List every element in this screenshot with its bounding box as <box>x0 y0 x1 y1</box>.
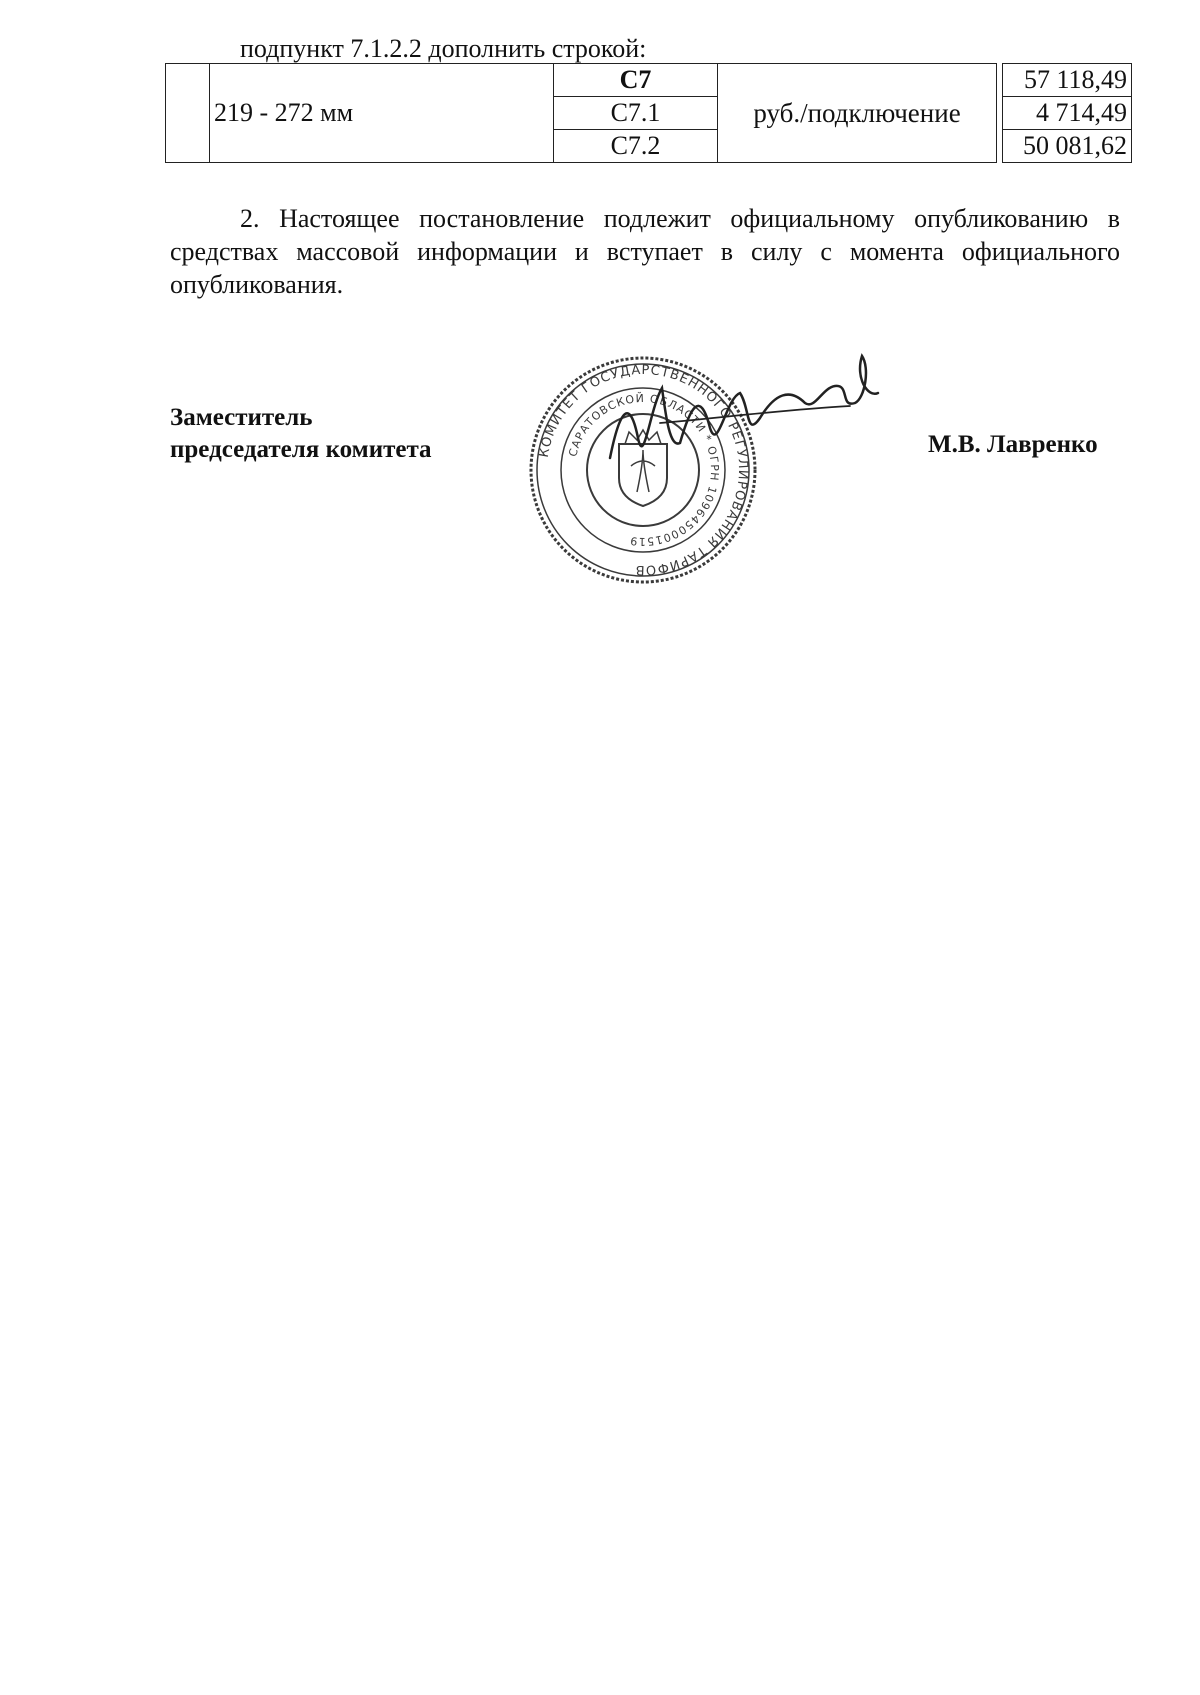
code-cell: С7 <box>554 64 718 97</box>
code-cell: С7.1 <box>554 97 718 130</box>
paragraph-2: 2. Настоящее постановление подлежит официальному опубликованию в средствах массовой информации и вступает в силу с момента официального опубликования. <box>170 204 1120 299</box>
unit-cell: руб./подключение <box>718 64 997 163</box>
seal-inner-text: САРАТОВСКОЙ ОБЛАСТИ * ОГРН 1096450001519 <box>566 391 722 549</box>
signatory-title-line2: председателя комитета <box>170 436 432 463</box>
intro-line: подпункт 7.1.2.2 дополнить строкой: <box>240 34 647 63</box>
diameter-cell: 219 - 272 мм <box>210 64 554 163</box>
handwritten-signature <box>600 348 900 488</box>
signatory-title-line1: Заместитель <box>170 404 313 431</box>
signatory-name: М.В. Лавренко <box>928 431 1098 458</box>
code-cell: С7.2 <box>554 130 718 163</box>
value-cell: 57 118,49 <box>1003 64 1132 97</box>
seal-outer-text: КОМИТЕТ ГОСУДАРСТВЕННОГО РЕГУЛИРОВАНИЯ ТАРИФОВ <box>536 362 751 578</box>
blank-cell <box>166 64 210 163</box>
value-cell: 4 714,49 <box>1003 97 1132 130</box>
table-row <box>166 64 1132 97</box>
tariff-table <box>165 63 1132 163</box>
signatory-title <box>170 402 432 466</box>
value-cell: 50 081,62 <box>1003 130 1132 163</box>
